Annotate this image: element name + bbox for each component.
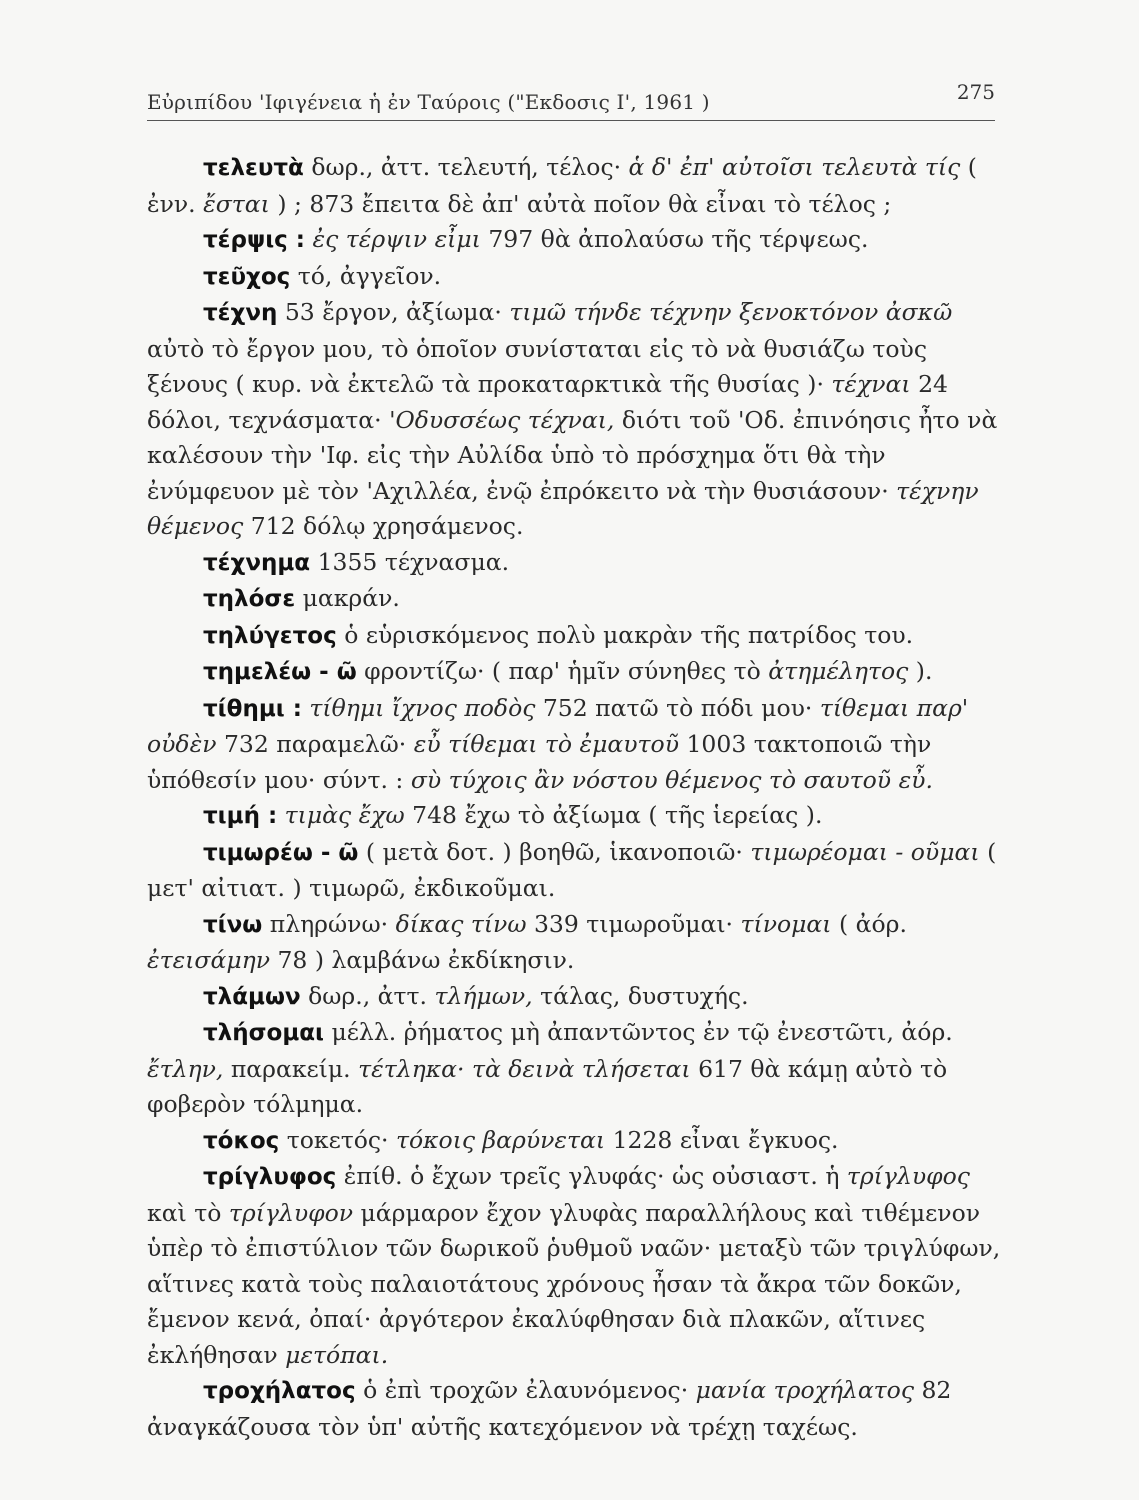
entry-definition: ὁ εὑρισκόμενος πολὺ μακρὰν τῆς πατρίδος του. bbox=[336, 620, 914, 649]
running-header bbox=[147, 76, 995, 121]
entry-definition: 732 παραμελῶ· bbox=[216, 730, 414, 758]
entry-definition: 797 θὰ ἀπολαύσω τῆς τέρψεως. bbox=[480, 225, 869, 253]
entry-definition: 339 τιμωροῦμαι· bbox=[526, 909, 741, 938]
entry-headword: τίθημι : bbox=[203, 695, 302, 722]
entry-headword: τηλόσε bbox=[203, 586, 296, 612]
entry-definition: ( ἀόρ. bbox=[831, 909, 907, 938]
glossary-entry bbox=[147, 259, 1012, 296]
entry-citation: τὰ δεινὰ τλήσεται bbox=[471, 1054, 691, 1083]
entry-definition: 78 ) λαμβάνω ἐκδίκησιν. bbox=[270, 946, 575, 974]
entry-citation: ἐτεισάμην bbox=[147, 946, 270, 974]
entry-definition: ( μετ' αἰτιατ. ) τιμωρῶ, ἐκδικοῦμαι. bbox=[147, 837, 997, 902]
entry-citation: 'Οδυσσέως τέχναι, bbox=[389, 405, 615, 434]
entry-definition: μέλλ. ῥήματος μὴ ἀπαντῶντος ἐν τῷ ἐνεστῶτι, ἀόρ. bbox=[324, 1018, 953, 1046]
entry-definition: ( ἐνν. bbox=[147, 153, 977, 218]
entry-definition: 1355 τέχνασμα. bbox=[310, 547, 510, 576]
entry-citation: ἔτλην, bbox=[147, 1054, 224, 1083]
entry-citation: δίκας τίνω bbox=[395, 909, 527, 938]
entry-headword: τέχνημα bbox=[203, 549, 311, 576]
entry-headword: τλήσομαι bbox=[203, 1020, 325, 1046]
entry-citation: ἔσται bbox=[203, 189, 270, 218]
glossary-entry bbox=[147, 835, 1012, 907]
glossary-entry bbox=[147, 295, 1012, 545]
entry-headword: τιμωρέω - ῶ bbox=[203, 839, 359, 866]
entry-citation: τόκοις βαρύνεται bbox=[396, 1125, 606, 1154]
entry-definition: 1228 εἶναι ἔγκυος. bbox=[605, 1125, 839, 1154]
entry-citation: τιμωρέομαι - οῦμαι bbox=[750, 837, 980, 866]
entry-definition: 712 δόλῳ χρησάμενος. bbox=[243, 512, 524, 540]
entry-citation: τιμὰς ἔχω bbox=[284, 801, 405, 829]
entry-citation: ἀτημέλητος bbox=[768, 657, 909, 685]
entry-definition: τοκετός· bbox=[279, 1125, 396, 1154]
entry-citation: τρίγλυφος bbox=[846, 1162, 970, 1190]
entry-definition: πληρώνω· bbox=[262, 909, 396, 938]
entry-citation: εὖ τίθεμαι τὸ ἐμαυτοῦ bbox=[413, 730, 679, 758]
glossary-entry bbox=[147, 798, 1012, 835]
entry-headword: τιμή : bbox=[203, 803, 278, 829]
entry-citation: τίθημι ἴχνος ποδὸς bbox=[309, 693, 536, 722]
entry-definition: ). bbox=[908, 657, 933, 685]
entry-definition: 1003 τακτοποιῶ τὴν ὑπόθεσίν μου· σύντ. : bbox=[147, 730, 932, 794]
entry-definition: 53 ἔργον, ἀξίωμα· bbox=[277, 298, 510, 326]
entry-definition: παρακείμ. bbox=[223, 1054, 359, 1083]
entry-definition: δωρ., ἀττ. bbox=[300, 981, 435, 1010]
entry-citation: σὺ τύχοις ἂν νόστου θέμενος τὸ σαυτοῦ εὖ. bbox=[410, 765, 933, 794]
entry-headword: τόκος bbox=[203, 1127, 280, 1154]
entry-definition: μάρμαρον ἔχον γλυφὰς παραλλήλους καὶ τιθέμενον ὑπὲρ τὸ ἐπιστύλιον τῶν δωρικοῦ ῥυθμοῦ ναῶν· μεταξὺ τῶν τριγλύφων, αἵτινες κατὰ τοὺς παλαιοτάτους χρόνους ἦσαν τὰ ἄκρα τῶν δοκῶν, ἔμενον κενά, ὀπαί· ἀργότερον ἐκαλύφθησαν διὰ πλακῶν, αἵτινες ἐκλήθησαν bbox=[147, 1198, 1001, 1369]
glossary-entry bbox=[147, 618, 1012, 655]
glossary-entry bbox=[147, 979, 1012, 1016]
entry-definition: ὁ ἐπὶ τροχῶν ἐλαυνόμενος· bbox=[355, 1376, 696, 1404]
entry-definition: διότι τοῦ 'Οδ. ἐπινόησις ἦτο νὰ καλέσουν τὴν 'Ιφ. εἰς τὴν Αὐλίδα ὑπὸ τὸ πρόσχημα ὅτι θὰ τὴν ἐνύμφευον μὲ τὸν 'Αχιλλέα, ἐνῷ ἐπρόκειτο νὰ τὴν θυσιάσουν· bbox=[147, 405, 998, 505]
glossary-entry bbox=[147, 1123, 1012, 1160]
entry-headword: τίνω bbox=[203, 911, 263, 938]
glossary-entry bbox=[147, 907, 1012, 979]
glossary-entry bbox=[147, 654, 1012, 691]
entry-definition: 752 πατῶ τὸ πόδι μου· bbox=[535, 693, 820, 722]
entry-definition: 24 δόλοι, τεχνάσματα· bbox=[147, 370, 949, 434]
entry-definition: μακράν. bbox=[295, 584, 400, 612]
entry-definition: 748 ἔχω τὸ ἀξίωμα ( τῆς ἱερείας ). bbox=[404, 801, 823, 829]
entry-definition: 82 ἀναγκάζουσα τὸν ὑπ' αὐτῆς κατεχόμενον νὰ τρέχῃ ταχέως. bbox=[147, 1376, 952, 1441]
entry-headword: τηλύγετος bbox=[203, 622, 337, 649]
entry-definition: καὶ τὸ bbox=[147, 1198, 229, 1227]
entry-definition: δωρ., ἀττ. τελευτή, τέλος· bbox=[303, 153, 629, 181]
entry-citation: ἁ δ' ἐπ' αὐτοῖσι τελευτὰ τίς bbox=[628, 153, 961, 181]
entry-citation: τλήμων, bbox=[434, 981, 533, 1010]
glossary-entry bbox=[147, 1159, 1012, 1373]
entry-headword: τροχήλατος bbox=[203, 1378, 356, 1404]
entry-citation: τέχνην θέμενος bbox=[147, 476, 979, 540]
glossary-entry bbox=[147, 545, 1012, 582]
entry-headword: τέχνη bbox=[203, 300, 278, 326]
entry-headword: τελευτὰ bbox=[203, 155, 304, 181]
glossary-entry bbox=[147, 581, 1012, 618]
entry-citation: μετόπαι. bbox=[285, 1340, 389, 1369]
glossary-entry bbox=[147, 1015, 1012, 1123]
entry-headword: τημελέω - ῶ bbox=[203, 659, 357, 685]
entry-definition bbox=[464, 1055, 471, 1083]
entry-definition: ( μετὰ δοτ. ) βοηθῶ, ἱκανοποιῶ· bbox=[358, 837, 751, 866]
entry-citation: τέχναι bbox=[831, 370, 911, 398]
entry-definition: ἐπίθ. ὁ ἔχων τρεῖς γλυφάς· ὡς οὐσιαστ. ἡ bbox=[336, 1162, 847, 1190]
entry-citation: τέτληκα· bbox=[358, 1054, 465, 1083]
glossary-entry bbox=[147, 691, 1012, 799]
entry-citation: τίθεμαι παρ' οὐδὲν bbox=[147, 693, 969, 758]
entry-headword: τλάμων bbox=[203, 983, 301, 1010]
entry-headword: τρίγλυφος bbox=[203, 1164, 337, 1190]
entry-citation: τίνομαι bbox=[740, 909, 832, 938]
entry-citation: τιμῶ τήνδε τέχνην ξενοκτόνον ἀσκῶ bbox=[509, 298, 953, 326]
entry-definition: αὐτὸ τὸ ἔργον μου, τὸ ὁποῖον συνίσταται εἰς τὸ νὰ θυσιάζω τοὺς ξένους ( κυρ. νὰ ἐκτελῶ τὰ προκαταρκτικὰ τῆς θυσίας )· bbox=[147, 334, 927, 398]
entry-definition: φροντίζω· ( παρ' ἡμῖν σύνηθες τὸ bbox=[356, 657, 769, 685]
entry-definition: 617 θὰ κάμῃ αὐτὸ τὸ φοβερὸν τόλμημα. bbox=[147, 1054, 948, 1118]
entry-citation: μανία τροχήλατος bbox=[695, 1376, 914, 1404]
glossary-entry bbox=[147, 1373, 1012, 1445]
entry-definition: τάλας, δυστυχής. bbox=[532, 981, 749, 1010]
header-title: Εὐριπίδου 'Ιφιγένεια ἡ ἐν Ταύροις ("Εκδοσις Ι', 1961 ) bbox=[147, 90, 710, 114]
page-number: 275 bbox=[956, 80, 995, 104]
entry-definition: τό, ἀγγεῖον. bbox=[290, 261, 442, 290]
entry-definition bbox=[305, 225, 312, 253]
glossary-entry bbox=[147, 150, 1012, 222]
entry-definition: ) ; 873 ἔπειτα δὲ ἀπ' αὐτὰ ποῖον θὰ εἶναι τὸ τέλος ; bbox=[269, 189, 892, 218]
entry-citation: τρίγλυφον bbox=[228, 1198, 354, 1227]
entry-headword: τέρψις : bbox=[203, 227, 306, 253]
glossary-entry bbox=[147, 222, 1012, 259]
glossary-entries bbox=[147, 150, 1012, 1445]
entry-headword: τεῦχος bbox=[203, 263, 291, 290]
entry-definition bbox=[277, 801, 284, 829]
entry-citation: ἐς τέρψιν εἶμι bbox=[312, 225, 481, 253]
